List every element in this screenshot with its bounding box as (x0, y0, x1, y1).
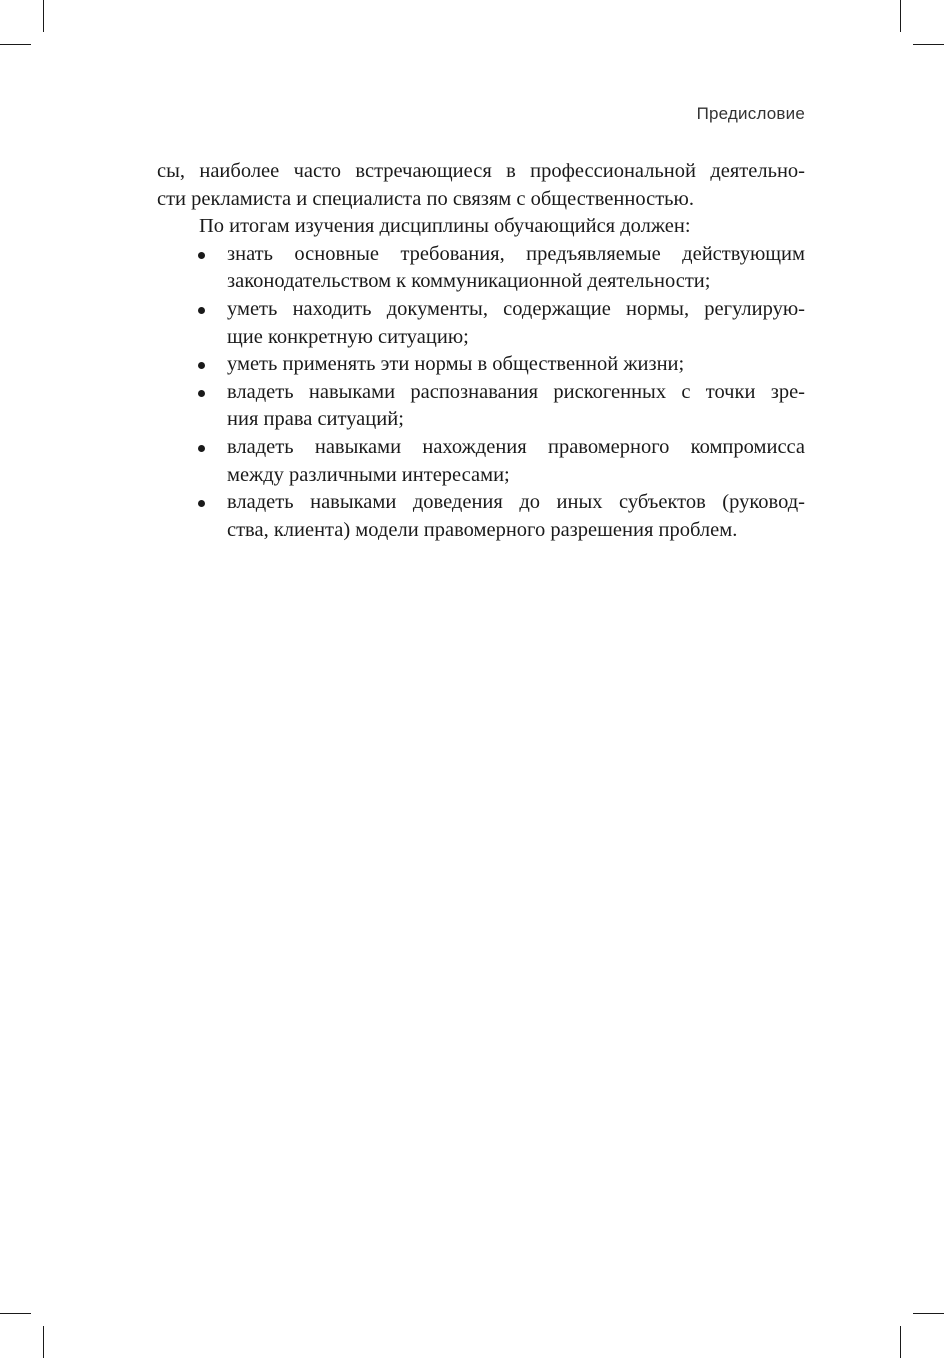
body-text (157, 158, 805, 544)
text-line: щие конкретную ситуацию; (227, 325, 469, 348)
list-item (157, 489, 805, 544)
crop-mark (43, 1326, 44, 1358)
bullet-icon (198, 445, 205, 452)
list-item (157, 296, 805, 351)
text-line: уметь находить документы, содержащие нормы, регулирую- (227, 297, 805, 320)
crop-mark (0, 1313, 31, 1314)
text-line: законодательством к коммуникационной деятельности; (227, 270, 711, 293)
crop-mark (900, 1326, 901, 1358)
bullet-icon (198, 362, 205, 369)
text-line: сы, наиболее часто встречающиеся в профессиональной деятельно- (157, 160, 805, 182)
bullet-icon (198, 307, 205, 314)
bullet-icon (198, 252, 205, 259)
text-line: владеть навыками доведения до иных субъектов (руковод- (227, 491, 805, 514)
crop-mark (913, 44, 944, 45)
crop-mark (900, 0, 901, 32)
text-line: владеть навыками нахождения правомерного компромисса (227, 435, 805, 458)
text-line: владеть навыками распознавания рискогенных с точки зре- (227, 380, 805, 403)
text-line: знать основные требования, предъявляемые действующим (227, 242, 805, 265)
list-item (157, 241, 805, 296)
text-line: сти рекламиста и специалиста по связям с общественностью. (157, 187, 694, 210)
requirements-list (157, 241, 805, 545)
crop-mark (43, 0, 44, 32)
lead-paragraph: По итогам изучения дисциплины обучающийся должен: (199, 215, 691, 238)
text-line: уметь применять эти нормы в общественной жизни; (227, 353, 685, 376)
text-line: между различными интересами; (227, 463, 510, 486)
bullet-icon (198, 390, 205, 397)
intro-paragraph (157, 158, 805, 213)
running-head: Предисловие (696, 104, 805, 123)
bullet-icon (198, 500, 205, 507)
list-item (157, 351, 805, 379)
text-line: ства, клиента) модели правомерного разрешения проблем. (227, 518, 738, 541)
text-line: ния права ситуаций; (227, 408, 404, 431)
list-item (157, 434, 805, 489)
list-item (157, 379, 805, 434)
crop-mark (913, 1313, 944, 1314)
crop-mark (0, 44, 31, 45)
